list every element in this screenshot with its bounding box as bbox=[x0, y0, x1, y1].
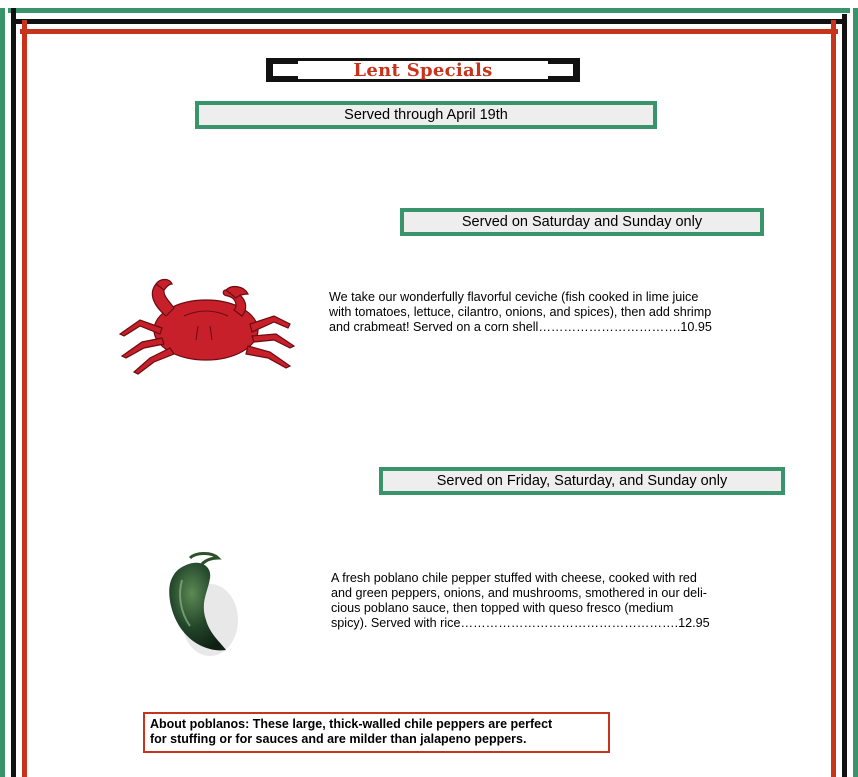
top-border-black bbox=[14, 19, 844, 24]
description-line: spicy). Served with rice…………………………………………….12.95 bbox=[331, 616, 710, 630]
description-line: cious poblano sauce, then topped with queso fresco (medium bbox=[331, 601, 674, 615]
description-line: and green peppers, onions, and mushrooms, smothered in our deli- bbox=[331, 586, 707, 600]
description-line: We take our wonderfully flavorful ceviche (fish cooked in lime juice bbox=[329, 290, 699, 304]
poblano-dish-description bbox=[331, 571, 710, 631]
crab-illustration bbox=[114, 276, 296, 378]
note-line: About poblanos: These large, thick-walled chile peppers are perfect bbox=[150, 717, 553, 731]
poblano-pepper-illustration bbox=[160, 550, 244, 660]
top-border-red bbox=[20, 29, 838, 34]
note-line: for stuffing or for sauces and are milder than jalapeno peppers. bbox=[150, 732, 527, 746]
crab-dish-description bbox=[329, 290, 712, 335]
subtitle-banner bbox=[195, 101, 657, 129]
left-border-green bbox=[0, 8, 5, 777]
page-title: Lent Specials bbox=[353, 59, 493, 81]
right-border-green bbox=[853, 8, 858, 777]
subtitle-text: Served through April 19th bbox=[344, 107, 508, 123]
description-line: with tomatoes, lettuce, cilantro, onions, and spices), then add shrimp bbox=[329, 305, 712, 319]
section-banner-text: Served on Saturday and Sunday only bbox=[461, 214, 703, 230]
top-border-green bbox=[8, 8, 850, 13]
section-banner-text: Served on Friday, Saturday, and Sunday only bbox=[436, 473, 728, 489]
page-title-box bbox=[266, 58, 580, 82]
description-line: A fresh poblano chile pepper stuffed with cheese, cooked with red bbox=[331, 571, 697, 585]
section-banner-weekend bbox=[400, 208, 764, 236]
right-border-red bbox=[831, 20, 836, 777]
left-border-red bbox=[22, 20, 27, 777]
poblano-note-box bbox=[143, 712, 610, 753]
description-line: and crabmeat! Served on a corn shell…………………………….10.95 bbox=[329, 320, 712, 334]
right-border-black bbox=[842, 14, 847, 777]
section-banner-fri-weekend bbox=[379, 467, 785, 495]
left-border-black bbox=[11, 8, 16, 777]
